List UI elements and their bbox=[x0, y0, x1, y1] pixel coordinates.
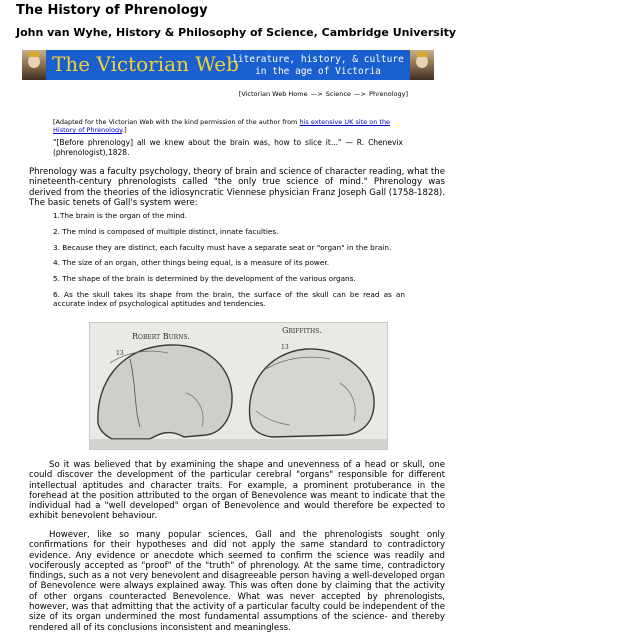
adaptation-close: .] bbox=[122, 126, 127, 134]
tenet-item: 4. The size of an organ, other things being equal, is a measure of its power. bbox=[53, 258, 330, 268]
tenet-item: 2. The mind is composed of multiple distinct, innate faculties. bbox=[53, 226, 279, 236]
right-organ-number: 13 bbox=[281, 344, 289, 351]
tenet-item: 6. As the skull takes its shape from the brain, the surface of the skull can be read as an accurate index of psychological aptitudes and tendencies. bbox=[53, 289, 405, 308]
page-title: The History of Phrenology bbox=[16, 3, 208, 18]
epigraph-quote: "[Before phrenology] all we knew about the brain was, how to slice it..." — R. Chenevix (phrenologist),1828. bbox=[53, 138, 403, 157]
queen-victoria-portrait-left bbox=[22, 50, 46, 80]
breadcrumb-close: ] bbox=[405, 90, 408, 98]
body-paragraph: However, like so many popular sciences, Gall and the phrenologists sought only confirmations for their hypotheses and did not apply the same standard to contradictory evidence. Any evidence or anecdote which seemed to confirm the science was readily and vociferously accepted as "proof" of the "truth" of phrenology. At the same time, contradictory findings, such as a not very benevolent and disagreeable person having a well-developed organ of Benevolence were always explained away. This was often done by claiming that the activity of other organs counteracted Benevolence. What was never accepted by phrenologists, however, was that admitting that the activity of a particular faculty could be independent of the size of its organ undermined the most fundamental assumptions of the science- and thereby rendered all of its conclusions inconsistent and meaningless. bbox=[29, 530, 445, 633]
breadcrumb-science-link[interactable]: Science bbox=[325, 90, 351, 98]
site-tagline: literature, history, & culture in the age of Victoria bbox=[232, 54, 404, 77]
tenet-item: 3. Because they are distinct, each faculty must have a separate seat or "organ" in the brain. bbox=[53, 242, 392, 252]
breadcrumb-separator: —> bbox=[354, 90, 366, 98]
breadcrumb-open: [ bbox=[238, 90, 242, 98]
breadcrumb bbox=[239, 90, 408, 98]
tenet-item: 5. The shape of the brain is determined by the development of the various organs. bbox=[53, 274, 356, 284]
queen-victoria-portrait-right bbox=[410, 50, 434, 80]
body-paragraph: So it was believed that by examining the shape and unevenness of a head or skull, one could discover the development of the particular cerebral "organs" responsible for different intellectual aptitudes and character traits. For example, a prominent protuberance in the forehead at the position attributed to the organ of Benevolence was meant to indicate that the individual had a "well developed" organ of Benevolence and would therefore be expected to exhibit benevolent behaviour. bbox=[29, 460, 445, 522]
victorian-web-banner[interactable] bbox=[22, 50, 434, 80]
intro-paragraph: Phrenology was a faculty psychology, theory of brain and science of character reading, what the nineteenth-century phrenologists called "the only true science of mind." Phrenology was derived from the theories of the idiosyncratic Viennese physician Franz Joseph Gall (1758-1828). The basic tenets of Gall's system were: bbox=[29, 167, 445, 208]
adaptation-note bbox=[53, 118, 407, 134]
skull-comparison-figure bbox=[89, 322, 388, 450]
left-organ-number: 13 bbox=[116, 350, 124, 357]
author-line: John van Wyhe, History & Philosophy of Science, Cambridge University bbox=[16, 26, 457, 39]
site-title: The Victorian Web bbox=[52, 52, 239, 76]
right-skull-shape bbox=[249, 349, 374, 437]
tenets-list bbox=[53, 212, 405, 316]
right-skull-caption: Griffiths. bbox=[282, 326, 322, 335]
tenet-item: 1.The brain is the organ of the mind. bbox=[53, 211, 188, 220]
author-site-link[interactable]: his extensive UK site on the History of Phrenology bbox=[53, 118, 391, 134]
skull-engraving bbox=[90, 323, 387, 449]
left-skull-shape bbox=[98, 345, 232, 439]
breadcrumb-phrenology-link[interactable]: Phrenology bbox=[369, 90, 406, 98]
breadcrumb-home-link[interactable]: Victorian Web Home bbox=[241, 90, 308, 98]
adaptation-text: [Adapted for the Victorian Web with the kind permission of the author from bbox=[53, 118, 300, 126]
left-skull-caption: Robert Burns. bbox=[132, 332, 191, 341]
breadcrumb-separator: —> bbox=[310, 90, 323, 98]
